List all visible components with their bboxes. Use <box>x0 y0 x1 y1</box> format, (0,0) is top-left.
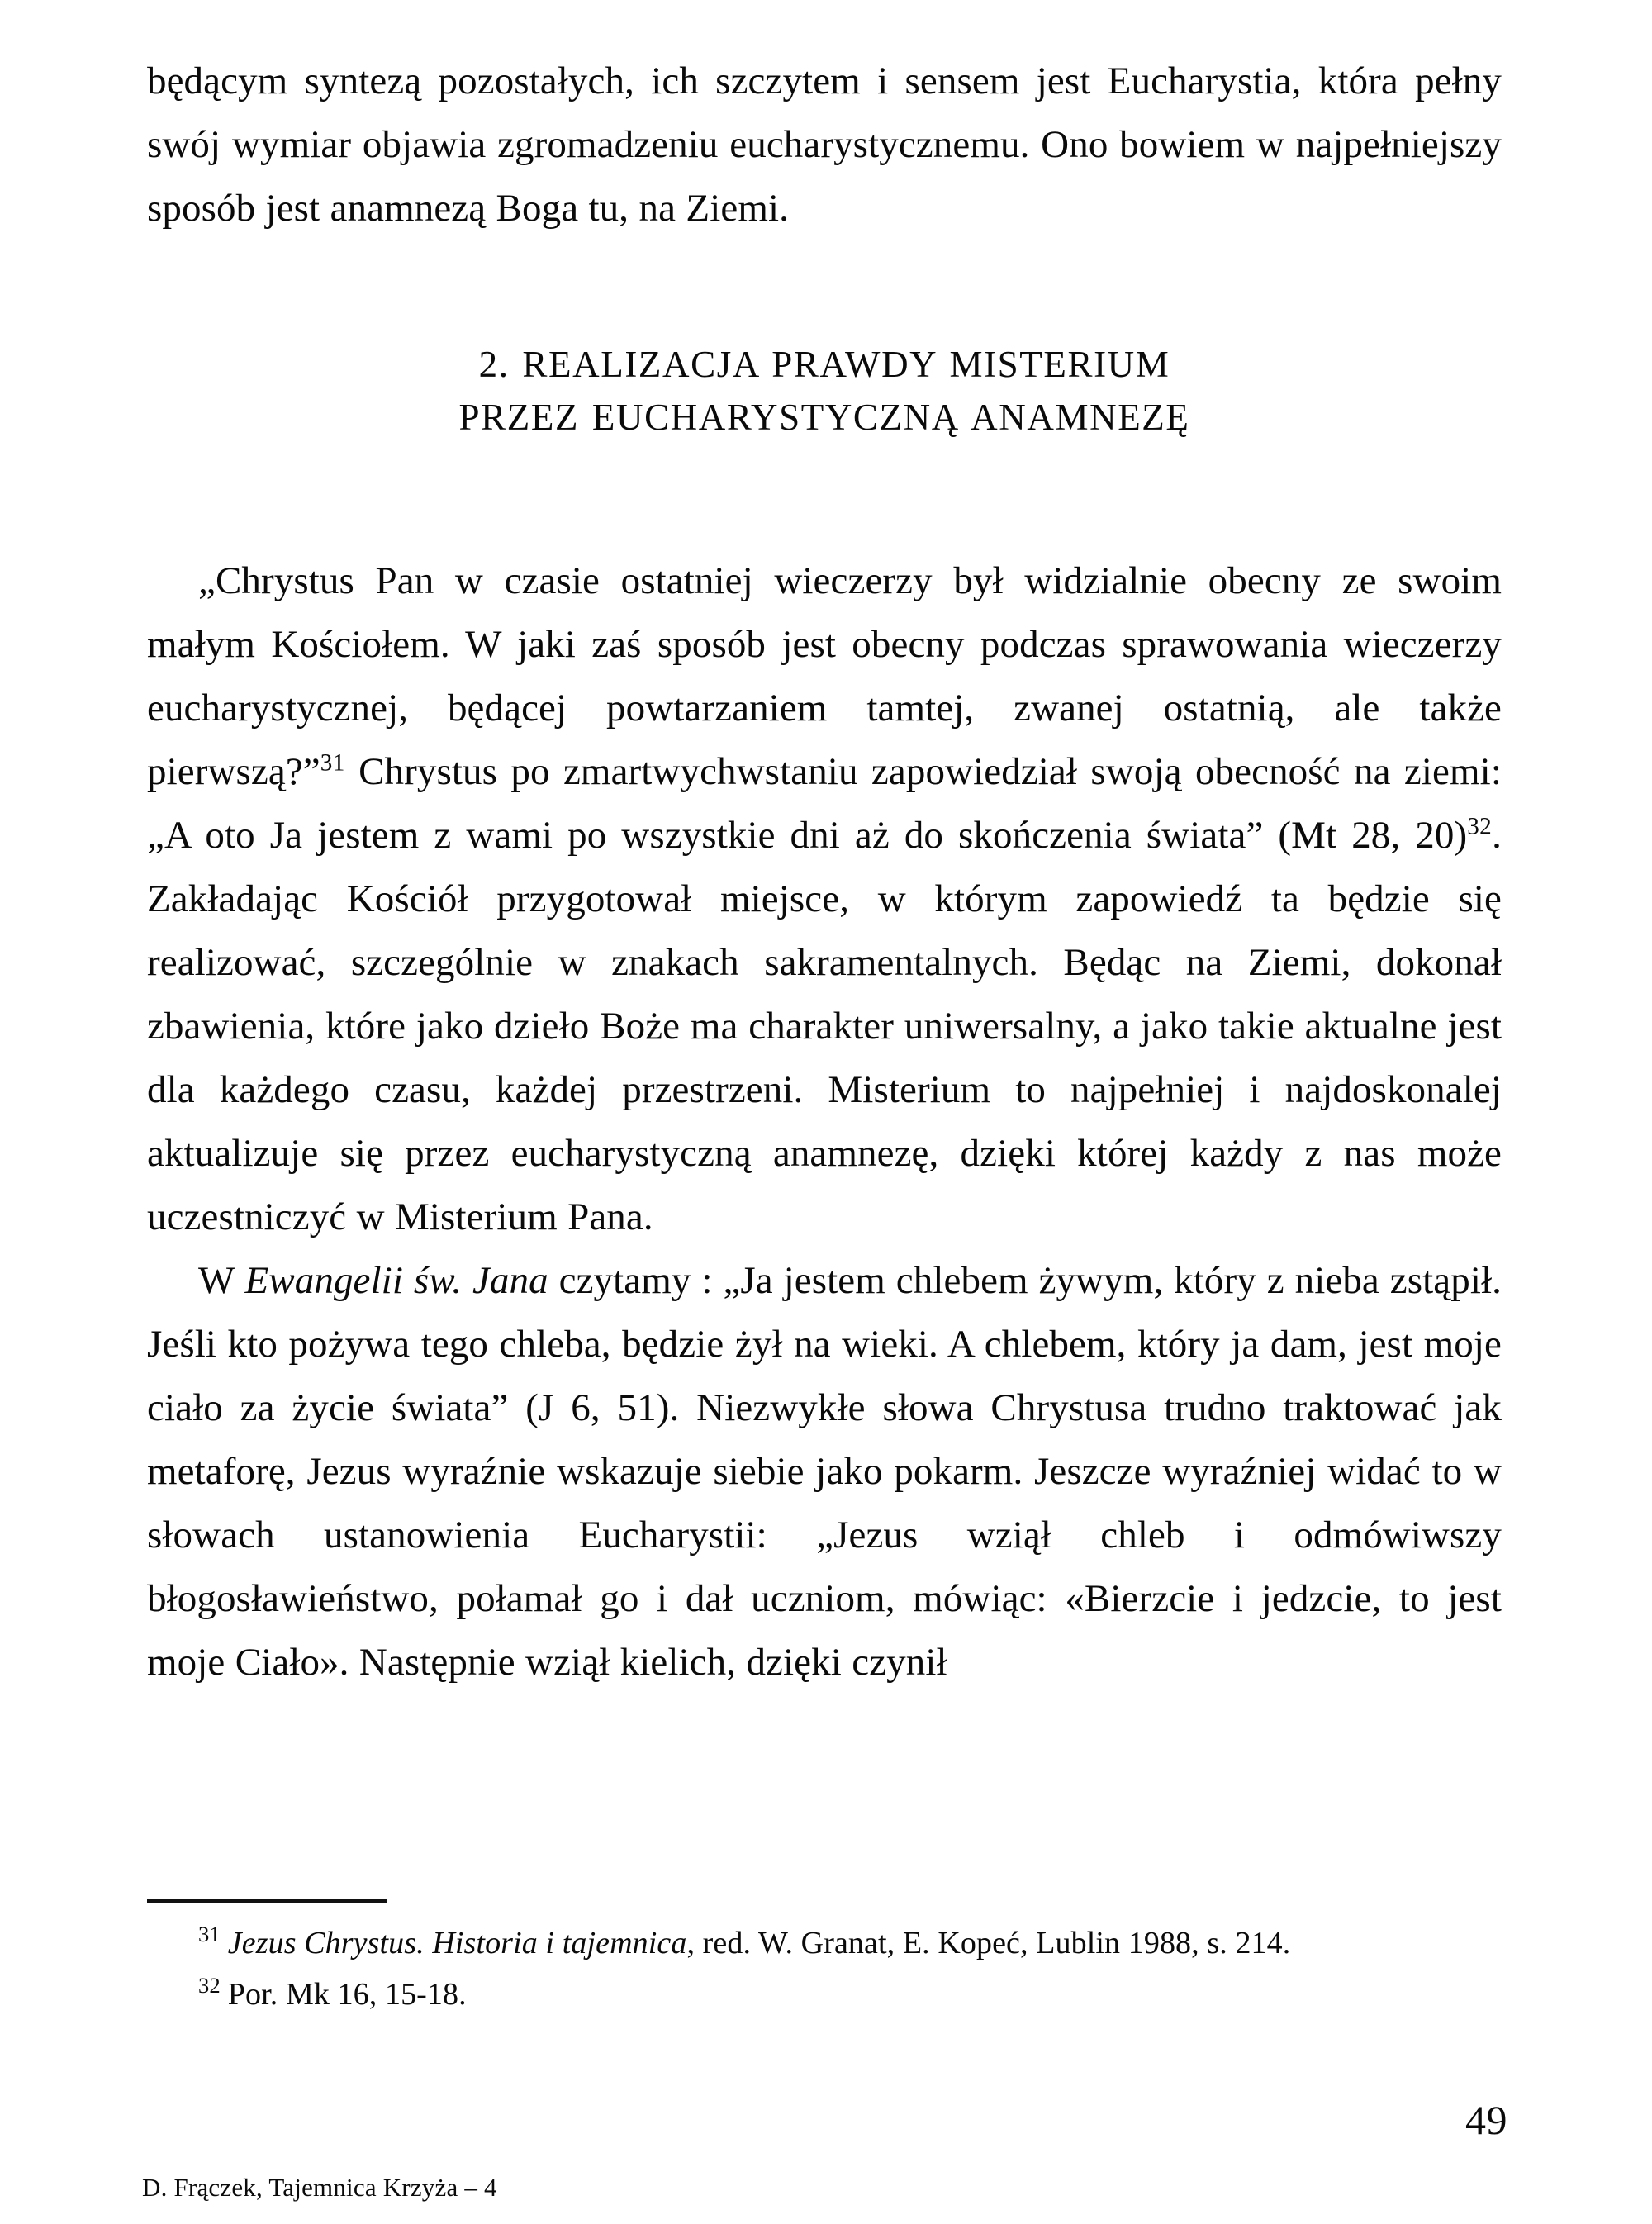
footnote-31 <box>147 1917 1502 1969</box>
running-footer: D. Frączek, Tajemnica Krzyża – 4 <box>142 2173 497 2202</box>
footnote-31-number: 31 <box>198 1922 221 1947</box>
heading-spacer <box>147 444 1502 549</box>
footnote-separator-rule <box>147 1899 387 1903</box>
book-title-ewangelia-jana: Ewangelii św. Jana <box>244 1259 548 1302</box>
page-text-column <box>147 50 1502 1694</box>
paragraph-ewangelia-jana <box>147 1249 1502 1694</box>
footnote-31-rest: , red. W. Granat, E. Kopeć, Lublin 1988, s. 214. <box>686 1926 1291 1960</box>
paragraph-2-text-part-1: „Chrystus Pan w czasie ostatniej wieczerzy był widzialnie obecny ze swoim małym Kościołem. W jaki zaś sposób jest obecny podczas sprawowania wieczerzy eucharystycznej, będącej powtarzaniem tamtej, zwanej ostatnią, ale także pierwszą?” <box>147 559 1502 793</box>
paragraph-3-text-part-2: czytamy : „Ja jestem chlebem żywym, który z nieba zstąpił. Jeśli kto pożywa tego chleba, będzie żył na wieki. A chlebem, który ja dam, jest moje ciało za życie świata” (J 6, 51). Niezwykłe słowa Chrystusa trudno traktować jak metaforę, Jezus wyraźnie wskazuje siebie jako pokarm. Jeszcze wyraźniej widać to w słowach ustanowienia Eucharystii: „Jezus wziął chleb i odmówiwszy błogosławieństwo, połamał go i dał uczniom, mówiąc: «Bierzcie i jedzcie, to jest moje Ciało». Następnie wziął kielich, dzięki czynił <box>147 1259 1502 1684</box>
footnote-31-title: Jezus Chrystus. Historia i tajemnica <box>227 1926 687 1960</box>
section-heading-line-1: 2. REALIZACJA PRAWDY MISTERIUM <box>478 344 1170 385</box>
paragraph-2-text-part-3: . Zakładając Kościół przygotował miejsce, w którym zapowiedź ta będzie się realizować, szczególnie w znakach sakramentalnych. Będąc na Ziemi, dokonał zbawienia, które jako dzieło Boże ma charakter uniwersalny, a jako takie aktualne jest dla każdego czasu, każdej przestrzeni. Misterium to najpełniej i najdoskonalej aktualizuje się przez eucharystyczną anamnezę, dzięki której każdy z nas może uczestniczyć w Misterium Pana. <box>147 814 1502 1238</box>
footnote-section <box>147 1899 1502 2020</box>
paragraph-2-text-part-2: Chrystus po zmartwychwstaniu zapowiedział swoją obecność na ziemi: „A oto Ja jestem z wami po wszystkie dni aż do skończenia świata” (Mt 28, 20) <box>147 750 1502 857</box>
paragraph-quote-chrystus-pan <box>147 549 1502 1249</box>
footnote-marker-31[interactable]: 31 <box>320 749 345 777</box>
footnote-32-number: 32 <box>198 1973 221 1998</box>
section-heading-line-2: PRZEZ EUCHARYSTYCZNĄ ANAMNEZĘ <box>458 397 1190 438</box>
footnote-marker-32[interactable]: 32 <box>1467 813 1493 840</box>
paragraph-continued: będącym syntezą pozostałych, ich szczytem i sensem jest Eucharystia, która pełny swój wymiar objawia zgromadzeniu eucharystycznemu. Ono bowiem w najpełniejszy sposób jest anamnezą Boga tu, na Ziemi. <box>147 59 1502 230</box>
footnote-32 <box>147 1969 1502 2020</box>
paragraph-3-text-part-1: W <box>198 1259 245 1302</box>
footnote-32-rest: Por. Mk 16, 15-18. <box>227 1977 467 2012</box>
page-number: 49 <box>1465 2097 1507 2143</box>
section-heading <box>147 338 1502 444</box>
